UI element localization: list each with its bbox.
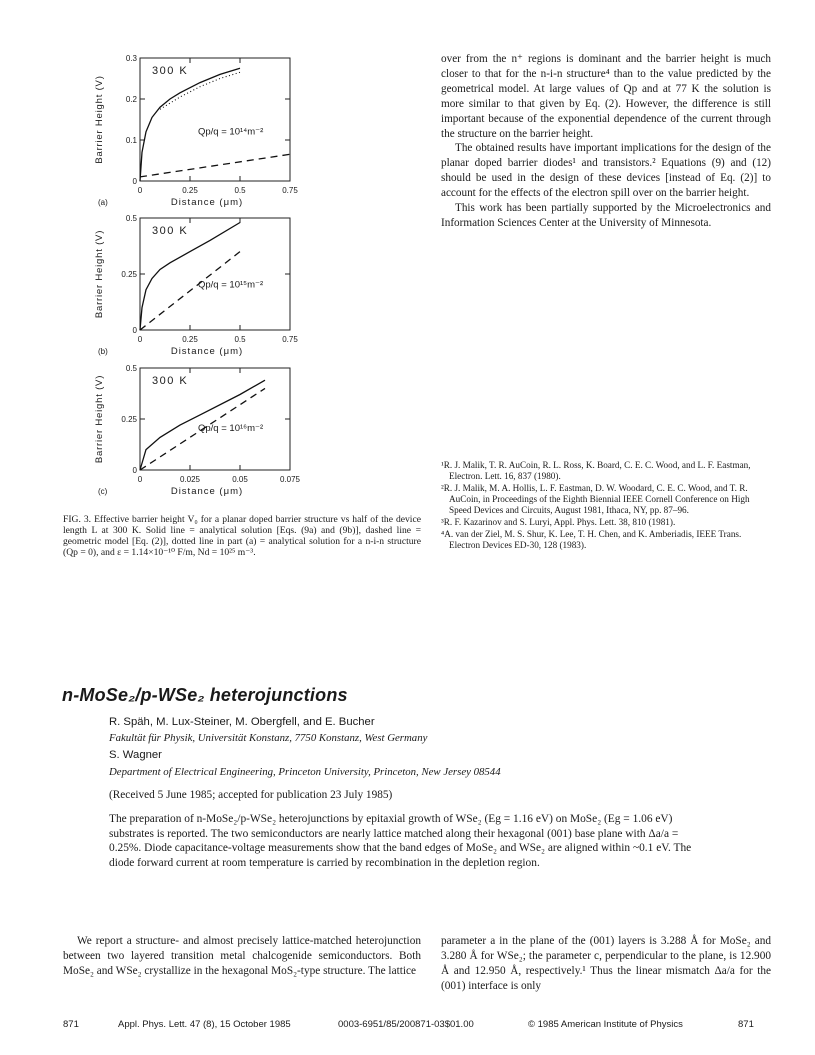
y-tick-label: 0.25 <box>121 270 137 279</box>
doping-label: Qp/q = 10¹⁵m⁻² <box>198 279 264 291</box>
affiliation-second: Department of Electrical Engineering, Princeton University, Princeton, New Jersey 08544 <box>109 766 501 778</box>
page-number-left: 871 <box>63 1019 79 1030</box>
y-tick-label: 0 <box>132 326 137 335</box>
article-code: 0003-6951/85/200871-03$01.00 <box>338 1019 474 1030</box>
reference-item: ²R. J. Malik, M. A. Hollis, L. F. Eastman, D. W. Woodard, C. E. C. Wood, and T. R. AuCoin, in Proceedings of the Eighth Biennial IEEE Cornell Conference on High Speed Devices and Circuits, August 1981, Ithaca, NY, pp. 87–96. <box>441 483 750 515</box>
doping-label: Qp/q = 10¹⁶m⁻² <box>198 423 264 435</box>
body-text-right: parameter a in the plane of the (001) layers is 3.288 Å for MoSe₂ and 3.280 Å for WSe₂; the parameter c, perpendicular to the plane, is 12.900 Å and 12.950 Å, respectively.¹ Thus the linear mismatch Δa/a for the (001) interface is only <box>441 935 771 992</box>
x-axis-label: Distance (μm) <box>170 486 244 497</box>
y-tick-label: 0.1 <box>125 136 137 145</box>
right-column-text <box>441 52 771 231</box>
x-tick-label: 0.25 <box>182 186 198 195</box>
panel-tag: (c) <box>98 487 108 496</box>
page-number-right: 871 <box>738 1019 754 1030</box>
y-axis-label: Barrier Height (V) <box>94 75 105 164</box>
dotted-series-line <box>160 72 240 109</box>
body-text-left: We report a structure- and almost precisely lattice-matched heterojunction between two layered transition metal chalcogenide semiconductors. Both MoSe₂ and WSe₂ crystallize in the hexagonal MoS₂-type structure. The lattice <box>63 935 421 977</box>
temperature-label: 300 K <box>152 65 189 77</box>
temperature-label: 300 K <box>152 375 189 387</box>
x-tick-label: 0.5 <box>234 186 246 195</box>
reference-item: ⁴A. van der Ziel, M. S. Shur, K. Lee, T. H. Chen, and K. Amberiadis, IEEE Trans. Electron Devices ED-30, 128 (1983). <box>441 529 742 550</box>
copyright: © 1985 American Institute of Physics <box>528 1019 683 1030</box>
y-tick-label: 0 <box>132 177 137 186</box>
figure-panel-b <box>78 210 378 370</box>
figure-panel-c <box>78 360 378 520</box>
figure-caption: FIG. 3. Effective barrier height V₀ for a planar doped barrier structure vs half of the device length L at 300 K. Solid line = analytical solution [Eqs. (9a) and (9b)], dashed line = geometric model [Eq. (2)], dotted line in part (a) = analytical solution for a n-i-n structure (Qp = 0), and ε = 1.14×10⁻¹⁰ F/m, Nd = 10²⁵ m⁻³. <box>63 514 421 559</box>
y-tick-label: 0.25 <box>121 415 137 424</box>
paragraph: over from the n⁺ regions is dominant and the barrier height is much closer to that for the n-i-n structure⁴ than to the value predicted by the geometrical model. At large values of Qp and at 77 K the solution is more similar to that given by Eq. (2). However, the difference is still important because of the exponential dependence of the current through the structure on the barrier height. <box>441 53 771 140</box>
references <box>441 460 771 552</box>
x-tick-label: 0.05 <box>232 475 248 484</box>
y-tick-label: 0.5 <box>125 364 137 373</box>
reference-item: ¹R. J. Malik, T. R. AuCoin, R. L. Ross, K. Board, C. E. C. Wood, and L. F. Eastman, Electron. Lett. 16, 837 (1980). <box>441 460 751 481</box>
x-axis-label: Distance (μm) <box>170 197 244 208</box>
x-tick-label: 0 <box>137 335 143 344</box>
y-tick-label: 0 <box>132 466 137 475</box>
article-title: n-MoSe₂/p-WSe₂ heterojunctions <box>62 685 348 705</box>
abstract: The preparation of n-MoSe₂/p-WSe₂ heterojunctions by epitaxial growth of WSe₂ (Eg = 1.16 eV) on MoSe₂ (Eg = 1.06 eV) substrates is reported. The two semiconductors are nearly lattice matched along their hexagonal (001) base plane with Δa/a = 0.25%. Diode capacitance-voltage measurements show that the band edges of MoSe₂ and WSe₂ are aligned within ~0.1 eV. The diode forward current at room temperature is carried by recombination in the depletion region. <box>109 813 692 870</box>
y-axis-label: Barrier Height (V) <box>94 229 105 319</box>
figure-panel-a <box>78 50 378 210</box>
journal-citation: Appl. Phys. Lett. 47 (8), 15 October 1985 <box>118 1019 291 1030</box>
authors: R. Späh, M. Lux-Steiner, M. Obergfell, and E. Bucher <box>109 716 375 728</box>
affiliation: Fakultät für Physik, Universität Konstanz, 7750 Konstanz, West Germany <box>109 732 428 744</box>
x-tick-label: 0.75 <box>282 335 298 344</box>
panel-tag: (a) <box>98 198 108 207</box>
y-tick-label: 0.2 <box>125 95 137 104</box>
reference-item: ³R. F. Kazarinov and S. Luryi, Appl. Phys. Lett. 38, 810 (1981). <box>441 517 676 527</box>
dashed-series-line <box>140 252 240 330</box>
doping-label: Qp/q = 10¹⁴m⁻² <box>198 126 264 138</box>
x-tick-label: 0 <box>137 475 143 484</box>
paragraph: This work has been partially supported by the Microelectronics and Information Sciences Center at the University of Minnesota. <box>441 202 771 229</box>
y-axis-label: Barrier Height (V) <box>94 374 105 464</box>
x-tick-label: 0.5 <box>234 335 246 344</box>
received-dates: (Received 5 June 1985; accepted for publication 23 July 1985) <box>109 789 393 801</box>
x-tick-label: 0 <box>137 186 143 195</box>
y-tick-label: 0.3 <box>125 54 137 63</box>
x-tick-label: 0.075 <box>279 475 301 484</box>
x-tick-label: 0.025 <box>179 475 201 484</box>
panel-tag: (b) <box>98 347 108 356</box>
y-tick-label: 0.5 <box>125 214 137 223</box>
x-tick-label: 0.25 <box>182 335 198 344</box>
authors-second: S. Wagner <box>109 749 162 761</box>
x-tick-label: 0.75 <box>282 186 298 195</box>
paragraph: The obtained results have important implications for the design of the planar doped barrier diodes¹ and transistors.² Equations (9) and (12) should be used in the design of these devices [instead of Eq. (2)] to account for the effects of the electron spill over on the barrier height. <box>441 142 771 200</box>
x-axis-label: Distance (μm) <box>170 346 244 357</box>
temperature-label: 300 K <box>152 225 189 237</box>
dashed-series-line <box>140 154 290 177</box>
solid-series-line <box>140 223 240 331</box>
